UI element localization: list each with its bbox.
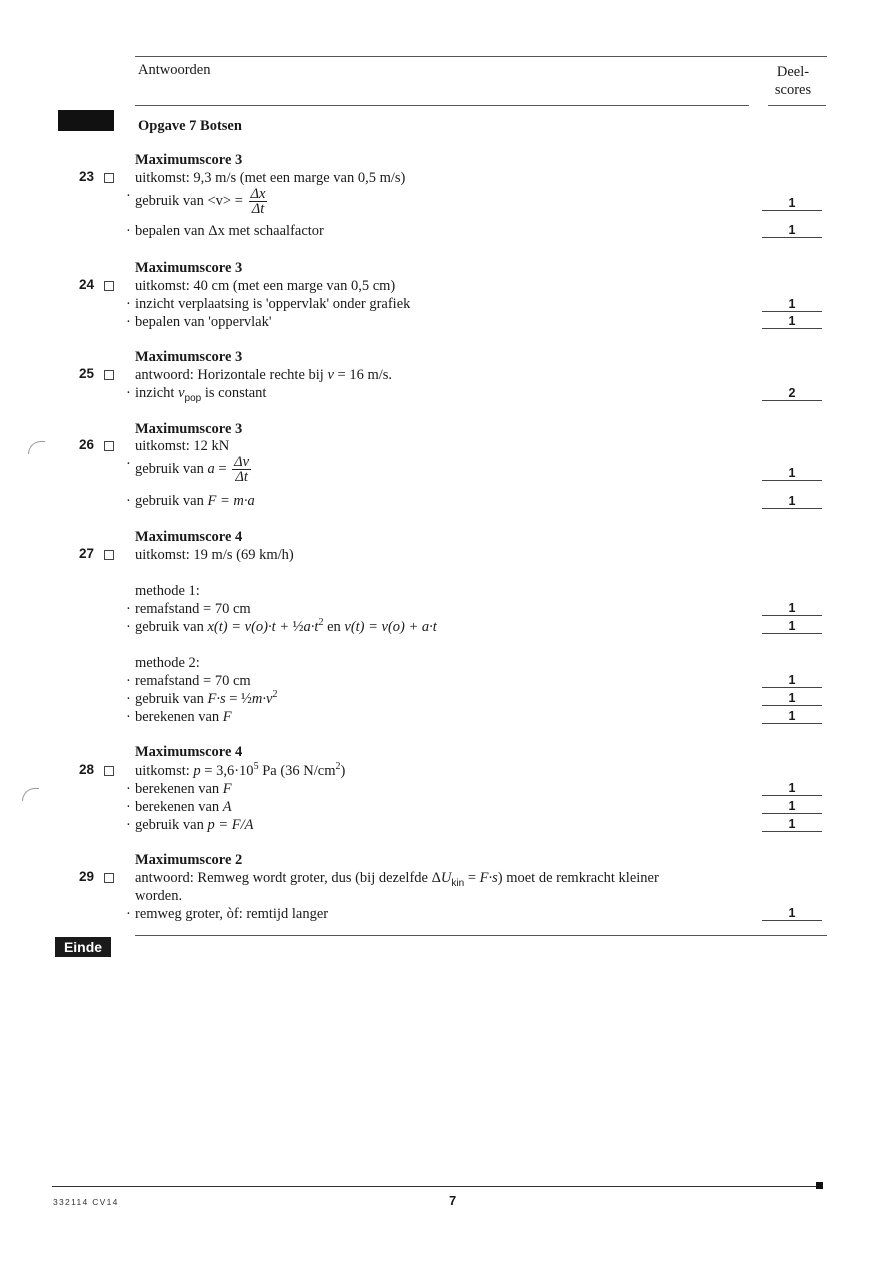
q29-answer-pre: antwoord: Remweg wordt groter, dus (bij dezelfde Δ [135,870,441,886]
q23-b1-text: gebruik van <v> = [135,192,243,209]
q24-score-1: 1 [762,297,822,312]
fraction-denominator: Δt [235,469,248,485]
q27-m1-b2-and: en [323,619,345,635]
q25-result-var: v [327,367,334,383]
q27-m2-b2-pre: gebruik van [135,691,208,707]
q28-bullet-2: · berekenen van A [126,799,232,815]
q27-m2-b2-formula: F·s [207,691,226,707]
q26-number: 26 [78,437,94,452]
q29-answer-line-2: worden. [135,888,183,904]
q25-result [135,366,392,384]
q29-answer-sub: kin [451,877,465,889]
footer-end-square [816,1182,823,1189]
q28-b1-pre: berekenen van [135,781,223,797]
header-title: Antwoorden [138,62,211,78]
q29-b1-text: remweg groter, òf: remtijd langer [135,906,329,922]
q28-result-post: Pa (36 N/cm [258,763,336,779]
q27-m2-bullet-2: · gebruik van $F\cdot s = \frac{1}{2}m\cdot v^2$ [126,689,278,707]
q27-m2-score-2: 1 [762,691,822,706]
end-label: Einde [55,937,111,957]
q29-answer-line-1 [135,869,659,887]
q29-number: 29 [78,869,94,884]
q28-result-end: ) [340,763,346,779]
q28-b1-var: F [222,781,232,797]
page-number: 7 [449,1193,457,1208]
q26-maxscore: Maximumscore 3 [135,421,243,437]
q27-m2-b2-eq: = [225,691,242,707]
q27-m2-b3-pre: berekenen van [135,709,223,725]
q25-b1-pre: inzicht [135,385,179,401]
q27-m2-b2-square: 2 [272,689,278,701]
q28-score-2: 1 [762,799,822,814]
q27-m1-bullet-1: · remafstand = 70 cm [126,601,251,617]
q28-bullet-1: · berekenen van F [126,781,232,797]
footer-code: 332114 CV14 [53,1197,119,1207]
q28-score-3: 1 [762,817,822,832]
q27-m2-bullet-1: · remafstand = 70 cm [126,673,251,689]
q28-result-exponent: 5 [253,761,259,773]
q28-result-mid: = 3,6·10 [200,763,254,779]
q24-maxscore: Maximumscore 3 [135,260,243,276]
q28-b2-var: A [222,799,232,815]
q24-result: uitkomst: 40 cm (met een marge van 0,5 cm) [135,278,396,294]
q24-b1-text: inzicht verplaatsing is 'oppervlak' onder grafiek [135,296,411,312]
q23-checkbox[interactable] [104,173,114,183]
q25-b1-post: is constant [201,385,267,401]
q27-result: uitkomst: 19 m/s (69 km/h) [135,547,294,563]
q23-bullet-2: · bepalen van Δx met schaalfactor [126,223,324,239]
q25-bullet-1: · inzicht $v_{pop}$ is constant [126,385,267,404]
q26-bullet-1: · gebruik van a = $\frac{\Delta v}{\Delta t}$ [126,454,250,485]
q24-bullet-2: · bepalen van 'oppervlak' [126,314,272,330]
q29-answer-formula: F·s [479,870,498,886]
scores-label-line1: Deel- [776,64,810,80]
q25-result-pre: antwoord: Horizontale rechte bij [135,367,328,383]
margin-mark [28,441,45,454]
q27-checkbox[interactable] [104,550,114,560]
q28-result-pre: uitkomst: [135,763,194,779]
q28-score-1: 1 [762,781,822,796]
q26-b2-pre: gebruik van [135,493,208,509]
fraction-denominator: Δt [251,201,265,217]
q27-method2-label: methode 2: [135,655,200,671]
q27-m1-b2-formula-1b: a·t [303,619,319,635]
q23-fraction [249,187,268,216]
q28-result-exponent-2: 2 [335,761,341,773]
q24-checkbox[interactable] [104,281,114,291]
q29-answer-post: ) moet de remkracht kleiner [497,870,659,886]
q27-m2-b2-half: ½ [241,691,252,707]
margin-mark [22,788,39,801]
q27-m2-score-1: 1 [762,673,822,688]
q26-fraction [232,455,251,484]
q25-number: 25 [78,366,94,381]
q23-score-2: 1 [762,223,822,238]
q28-result-var: p [193,763,201,779]
q26-b1-pre: gebruik van [135,460,208,477]
q29-answer-var: U [440,870,452,886]
q27-m1-b1-text: remafstand = 70 cm [135,601,251,617]
q27-m2-b1-text: remafstand = 70 cm [135,673,251,689]
q27-m1-b2-square: 2 [318,617,324,629]
q23-number: 23 [78,169,94,184]
q28-b3-formula: p = F/A [207,817,254,833]
q24-number: 24 [78,277,94,292]
q25-b1-var: v [178,385,185,401]
q28-b2-pre: berekenen van [135,799,223,815]
q28-result [135,762,345,780]
q27-m2-b2-formula-2: m·v [251,691,273,707]
q28-checkbox[interactable] [104,766,114,776]
q25-checkbox[interactable] [104,370,114,380]
q25-score-1: 2 [762,386,822,401]
q29-score-1: 1 [762,906,822,921]
q27-m1-b2-formula-1: x(t) = v(o)·t + [207,619,293,635]
q27-m1-score-2: 1 [762,619,822,634]
q27-m1-score-1: 1 [762,601,822,616]
q23-b2-text: bepalen van Δx met schaalfactor [135,223,324,239]
q26-b1-var: a [207,460,215,477]
q26-result: uitkomst: 12 kN [135,438,230,454]
q26-checkbox[interactable] [104,441,114,451]
q27-number: 27 [78,546,94,561]
q26-bullet-2: · gebruik van F = m·a [126,493,255,509]
q24-score-2: 1 [762,314,822,329]
q23-result: uitkomst: 9,3 m/s (met een marge van 0,5 m/s) [135,170,406,186]
q25-b1-sub: pop [184,392,202,404]
q27-m1-b2-formula-2: v(t) = v(o) + a·t [344,619,437,635]
section-marker-bar [58,110,114,131]
q27-m2-score-3: 1 [762,709,822,724]
q27-m1-b2-pre: gebruik van [135,619,208,635]
q27-m1-bullet-2: · gebruik van $x(t) = v(o)\cdot t + \frac{1}{2}a\cdot t^2$ en v(t) = v(o) + a·t [126,617,437,635]
q26-score-1: 1 [762,466,822,481]
fraction-numerator: Δx [250,186,266,202]
q27-m2-b3-var: F [222,709,232,725]
q28-bullet-3: · gebruik van p = F/A [126,817,254,833]
q27-m2-bullet-3: · berekenen van F [126,709,232,725]
q24-bullet-1: · inzicht verplaatsing is 'oppervlak' onder grafiek [126,296,411,312]
q28-number: 28 [78,762,94,777]
q28-b3-pre: gebruik van [135,817,208,833]
q23-bullet-1: · gebruik van <v> = $\frac{\Delta x}{\Delta t}$ [126,186,266,217]
scores-label-line2: scores [774,82,812,98]
q23-maxscore: Maximumscore 3 [135,152,243,168]
q27-method1-label: methode 1: [135,583,200,599]
q29-bullet-1: · remweg groter, òf: remtijd langer [126,906,329,922]
end-rule [135,935,827,936]
header-content-rule [135,105,749,106]
q26-b2-formula: F = m·a [207,493,255,509]
q29-answer-eq: = [464,870,480,886]
q28-maxscore: Maximumscore 4 [135,744,243,760]
q26-b1-eq: = [214,460,227,477]
header-scores-rule [768,105,826,106]
q29-checkbox[interactable] [104,873,114,883]
scores-label [768,63,818,99]
footer-rule [52,1186,816,1187]
fraction-numerator: Δv [234,454,250,470]
q26-score-2: 1 [762,494,822,509]
q27-maxscore: Maximumscore 4 [135,529,243,545]
q27-m1-b2-half: ½ [292,619,304,635]
q29-maxscore: Maximumscore 2 [135,852,243,868]
q24-b2-text: bepalen van 'oppervlak' [135,314,272,330]
q25-maxscore: Maximumscore 3 [135,349,243,365]
section-title: Opgave 7 Botsen [138,118,242,134]
q23-score-1: 1 [762,196,822,211]
q25-result-post: = 16 m/s. [333,367,393,383]
header-top-rule [135,56,827,57]
